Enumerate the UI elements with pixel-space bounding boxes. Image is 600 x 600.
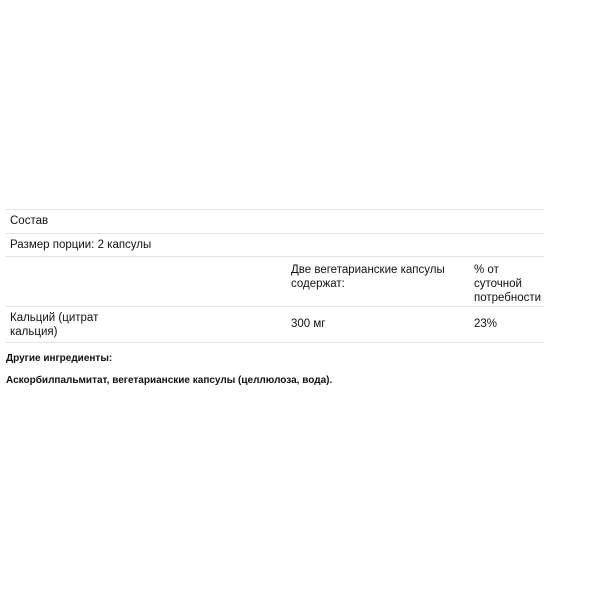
serving-size-row (6, 233, 544, 256)
nutrient-daily-value: 23% (474, 318, 498, 330)
nutrient-amount: 300 мг (291, 318, 326, 330)
facts-title: Состав (10, 215, 49, 227)
serving-size: Размер порции: 2 капсулы (10, 239, 152, 251)
supplement-facts-table (6, 209, 544, 343)
amount-header: Две вегетарианские капсулы содержат: (291, 264, 445, 290)
nutrient-name: Кальций (цитрат кальция) (10, 312, 99, 338)
nutrient-row (6, 306, 544, 343)
daily-value-header: % от суточной потребности (474, 264, 542, 304)
other-ingredients-text: Аскорбилпальмитат, вегетарианские капсулы (целлюлоза, вода). (6, 375, 333, 386)
facts-title-row (6, 209, 544, 233)
facts-header-row (6, 256, 544, 306)
other-ingredients-title: Другие ингредиенты: (6, 353, 113, 364)
